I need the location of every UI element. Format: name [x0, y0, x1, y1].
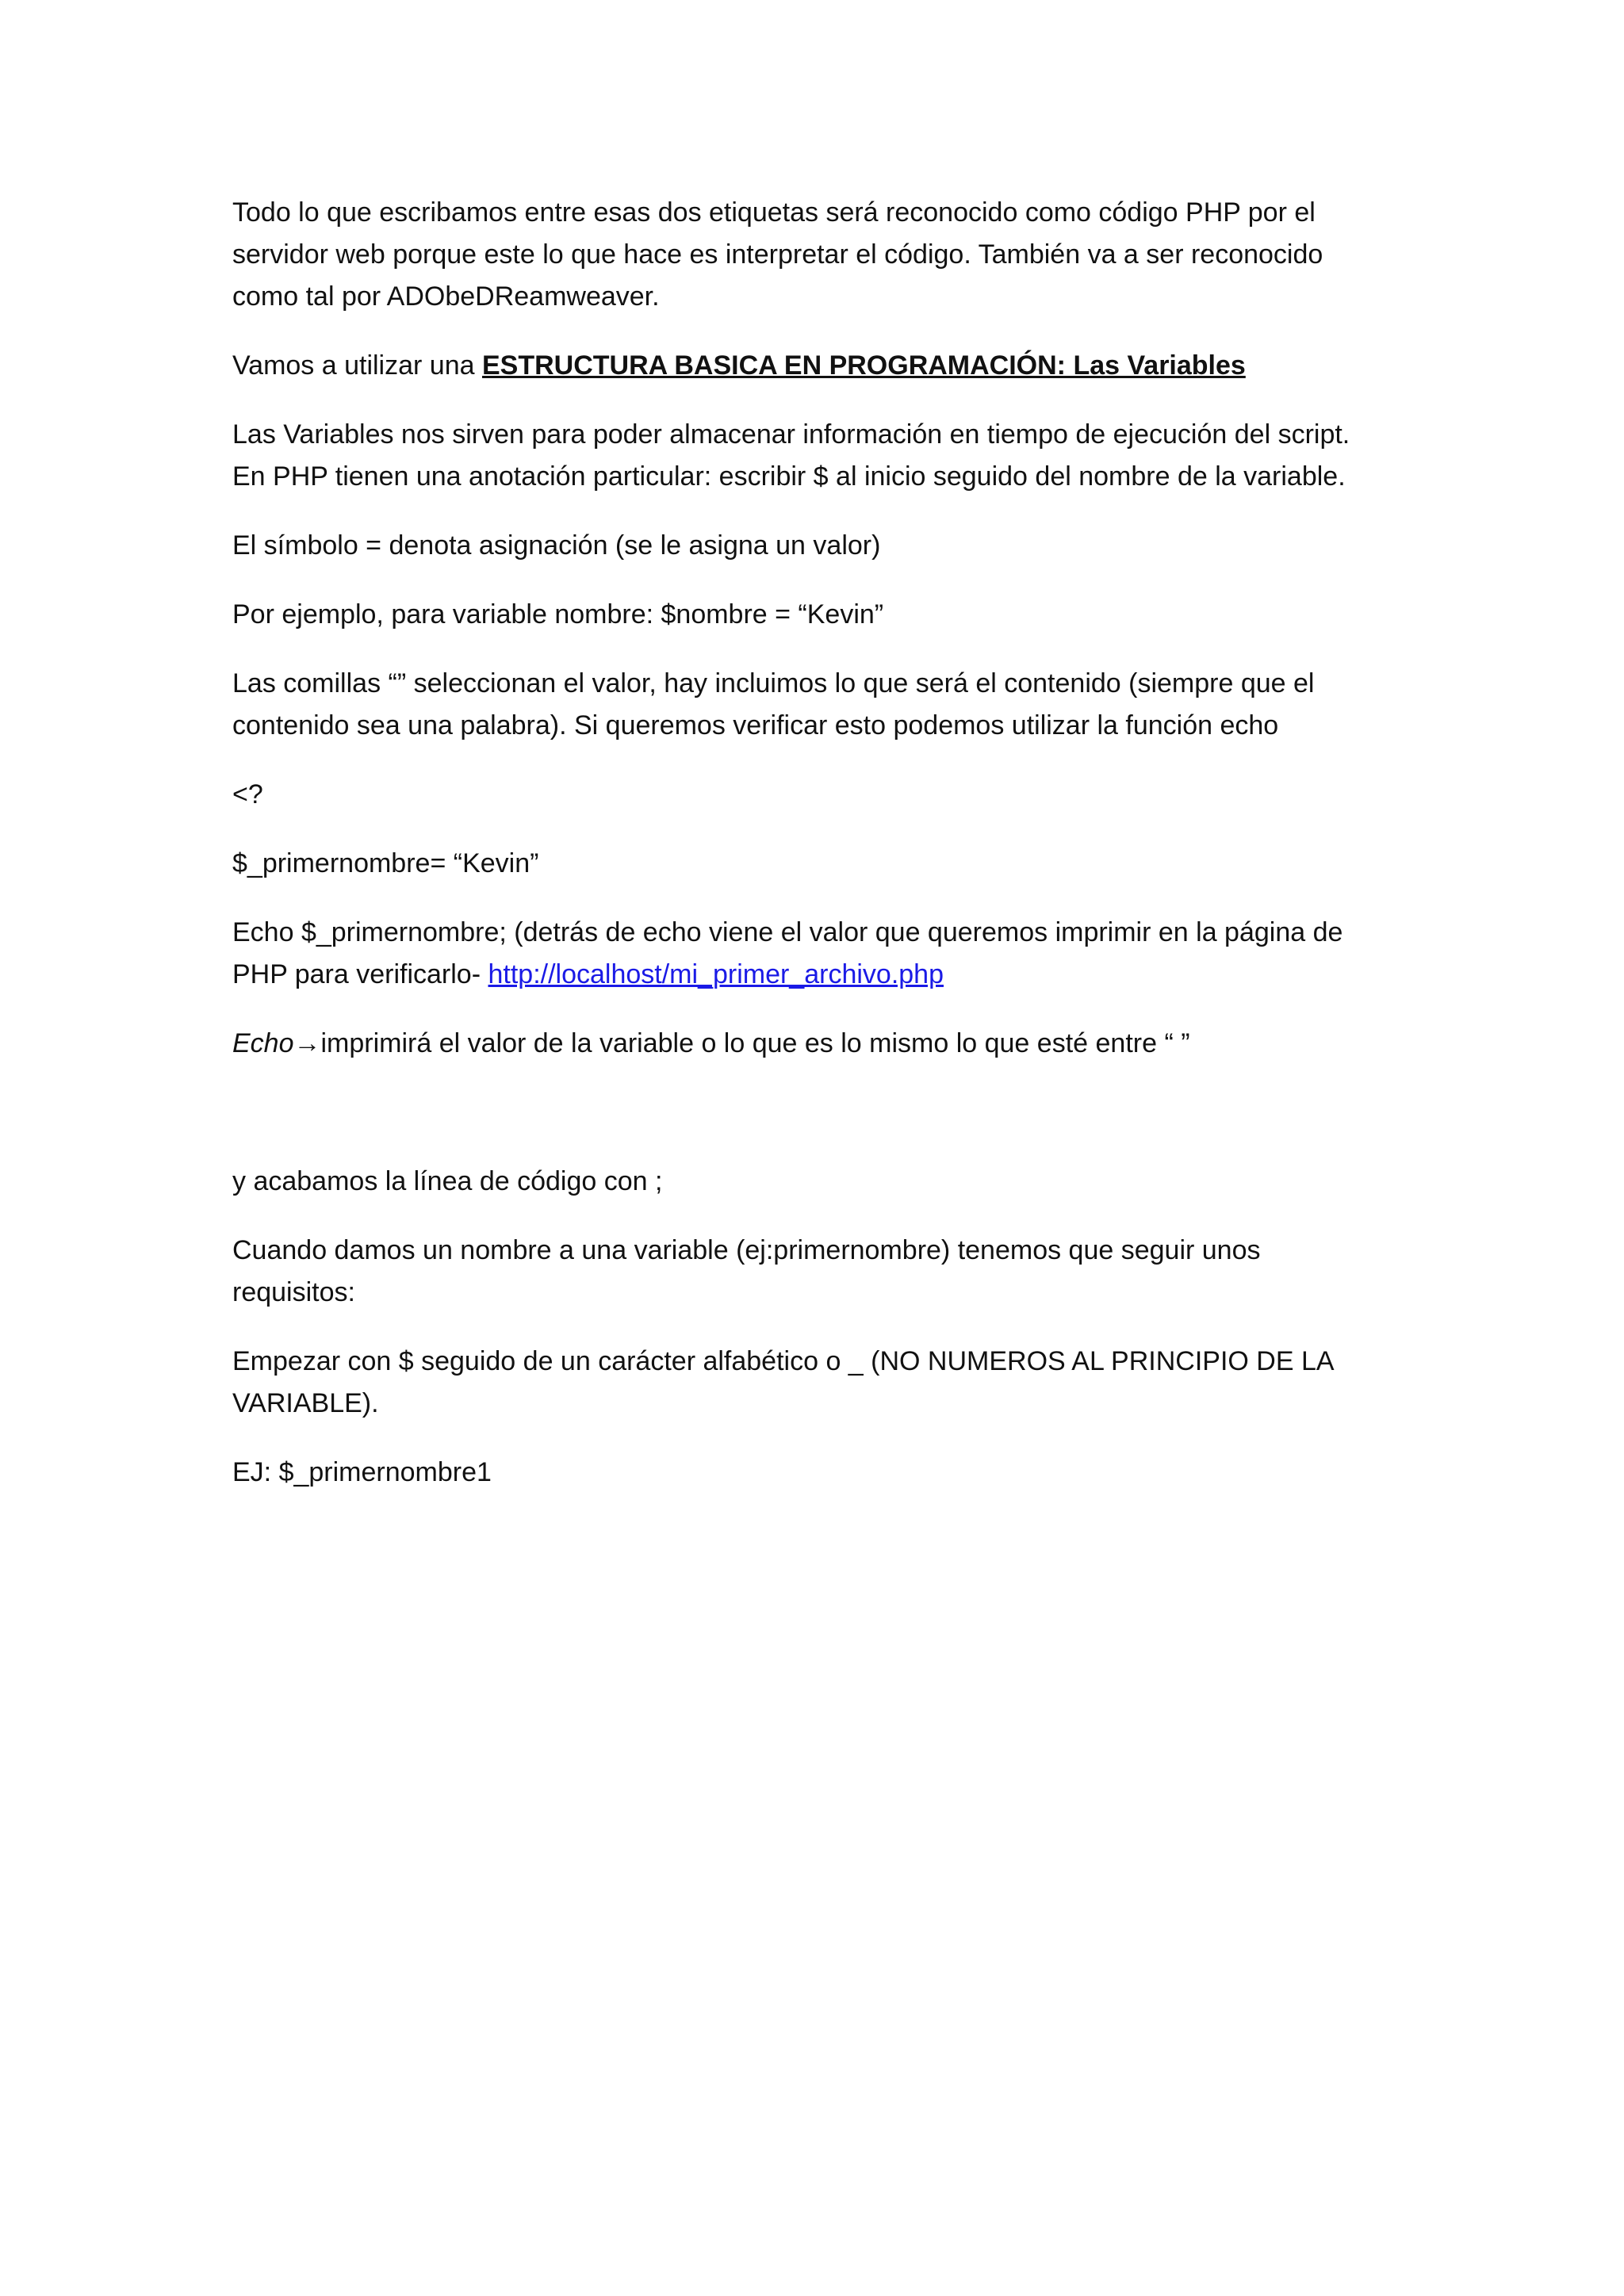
paragraph-assignment-symbol	[232, 525, 1398, 567]
blank-space	[232, 1092, 1398, 1161]
paragraph-example-name	[232, 1452, 1398, 1494]
paragraph-variables-definition	[232, 414, 1398, 498]
text-line: VARIABLE).	[232, 1388, 379, 1418]
localhost-link[interactable]: http://localhost/mi_primer_archivo.php	[488, 959, 944, 989]
text-line: Todo lo que escribamos entre esas dos etiquetas será reconocido como código PHP por el	[232, 197, 1316, 228]
paragraph-echo-explanation	[232, 912, 1398, 996]
text-line: requisitos:	[232, 1277, 355, 1307]
paragraph-quotes	[232, 663, 1398, 747]
text-line: Por ejemplo, para variable nombre: $nombre = “Kevin”	[232, 599, 884, 629]
text-line: $_primernombre= “Kevin”	[232, 848, 539, 878]
text-line: El símbolo = denota asignación (se le asigna un valor)	[232, 530, 881, 561]
paragraph-structure-intro	[232, 345, 1398, 387]
text-line: PHP para verificarlo-	[232, 959, 488, 989]
document-body	[232, 192, 1398, 1521]
paragraph-echo-note	[232, 1023, 1398, 1065]
text-line: Echo $_primernombre; (detrás de echo viene el valor que queremos imprimir en la página de	[232, 917, 1343, 947]
code-assignment	[232, 843, 1398, 885]
text-line: Empezar con $ seguido de un carácter alfabético o _ (NO NUMEROS AL PRINCIPIO DE LA	[232, 1346, 1335, 1376]
text-line: como tal por ADObeDReamweaver.	[232, 281, 660, 312]
text-line: EJ: $_primernombre1	[232, 1457, 492, 1487]
arrow-icon: →	[293, 1028, 321, 1058]
text-line: Las comillas “” seleccionan el valor, hay incluimos lo que será el contenido (siempre que el	[232, 668, 1315, 698]
echo-label: Echo	[232, 1028, 294, 1058]
section-heading: ESTRUCTURA BASICA EN PROGRAMACIÓN: Las Variables	[481, 350, 1246, 381]
paragraph-semicolon	[232, 1161, 1398, 1203]
text-line: servidor web porque este lo que hace es interpretar el código. También va a ser reconocido	[232, 239, 1323, 270]
text-line: imprimirá el valor de la variable o lo que es lo mismo lo que esté entre “ ”	[320, 1028, 1190, 1058]
paragraph-naming-rule	[232, 1341, 1398, 1425]
code-open-tag	[232, 774, 1398, 816]
text-line: contenido sea una palabra). Si queremos verificar esto podemos utilizar la función echo	[232, 710, 1279, 740]
text-line: En PHP tienen una anotación particular: escribir $ al inicio seguido del nombre de la variable.	[232, 461, 1346, 492]
text-line: Vamos a utilizar una	[232, 350, 482, 381]
paragraph-naming-requirements	[232, 1230, 1398, 1314]
text-line: y acabamos la línea de código con ;	[232, 1166, 663, 1196]
paragraph-php-tags	[232, 192, 1398, 318]
paragraph-example	[232, 594, 1398, 636]
text-line: <?	[232, 779, 263, 809]
text-line: Las Variables nos sirven para poder almacenar información en tiempo de ejecución del script.	[232, 419, 1350, 450]
text-line: Cuando damos un nombre a una variable (ej:primernombre) tenemos que seguir unos	[232, 1235, 1261, 1265]
